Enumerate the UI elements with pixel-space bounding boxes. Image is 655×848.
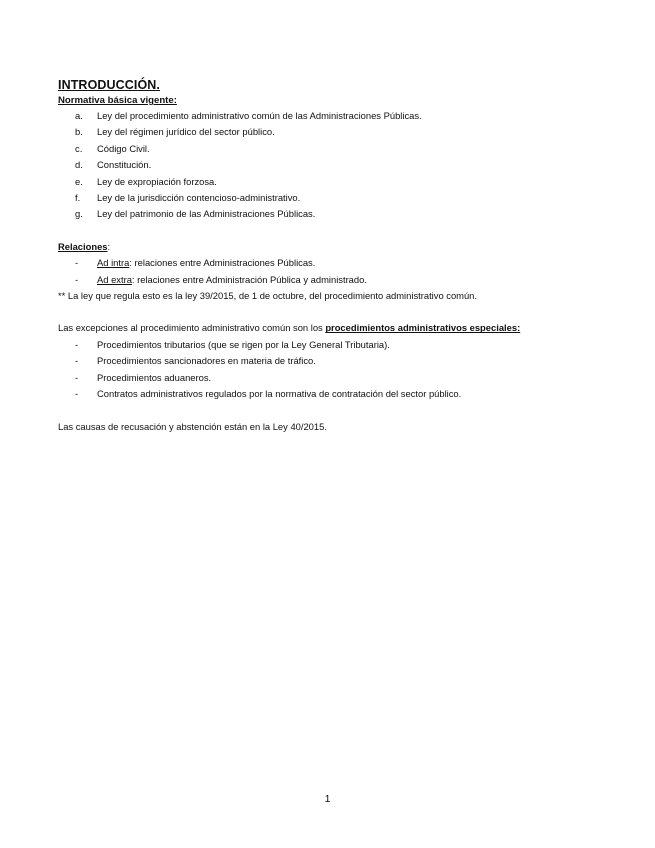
list-marker: e. xyxy=(75,175,83,187)
list-item xyxy=(58,108,618,124)
list-item-text: Ley de la jurisdicción contencioso-administrativo. xyxy=(97,192,301,204)
list-item-text: Contratos administrativos regulados por la normativa de contratación del sector público. xyxy=(97,388,462,400)
list-item-description: : relaciones entre Administración Pública y administrado. xyxy=(131,273,367,285)
list-marker: f. xyxy=(75,192,81,204)
excepciones-paragraph xyxy=(58,320,618,336)
excepciones-emphasis: procedimientos administrativos especiales: xyxy=(325,322,521,334)
list-item xyxy=(58,174,618,190)
page-number: 1 xyxy=(324,793,331,805)
list-marker: d. xyxy=(75,159,83,171)
list-item-text: Constitución. xyxy=(97,159,152,171)
list-item-text: Procedimientos tributarios (que se rigen por la Ley General Tributaria). xyxy=(97,338,390,350)
relaciones-title-suffix: : xyxy=(107,240,111,252)
list-item xyxy=(58,353,618,369)
list-marker: - xyxy=(75,371,79,383)
list-item xyxy=(58,157,618,173)
list-item xyxy=(58,124,618,140)
relaciones-list xyxy=(58,255,618,288)
relaciones-heading xyxy=(58,239,618,255)
list-item-text: Ley del procedimiento administrativo común de las Administraciones Públicas. xyxy=(97,110,422,121)
list-item xyxy=(58,206,618,222)
list-item-term: Ad intra xyxy=(97,257,130,269)
list-item-description: : relaciones entre Administraciones Públicas. xyxy=(129,257,316,269)
list-marker: - xyxy=(75,355,79,367)
causas-paragraph: Las causas de recusación y abstención están en la Ley 40/2015. xyxy=(58,420,327,432)
list-marker: a. xyxy=(75,110,83,121)
list-item-text: Código Civil. xyxy=(97,142,150,154)
spacer xyxy=(58,223,618,239)
excepciones-list xyxy=(58,337,618,403)
page-title: INTRODUCCIÓN. xyxy=(58,78,160,92)
list-item-text xyxy=(97,255,315,271)
list-item-text: Procedimientos sancionadores en materia de tráfico. xyxy=(97,355,316,367)
list-item xyxy=(58,337,618,353)
relaciones-note: ** La ley que regula esto es la ley 39/2015, de 1 de octubre, del procedimiento administrativo común. xyxy=(58,290,478,302)
list-item-text: Ley de expropiación forzosa. xyxy=(97,175,217,187)
list-item-text: Procedimientos aduaneros. xyxy=(97,371,212,383)
list-item xyxy=(58,255,618,271)
list-item xyxy=(58,190,618,206)
list-marker: - xyxy=(75,257,79,269)
list-marker: - xyxy=(75,273,79,285)
list-marker: - xyxy=(75,338,79,350)
list-marker: - xyxy=(75,388,79,400)
spacer xyxy=(58,403,618,419)
list-item-term: Ad extra xyxy=(97,273,132,285)
list-item-text xyxy=(97,272,367,288)
list-item-text: Ley del patrimonio de las Administraciones Públicas. xyxy=(97,208,316,220)
list-marker: b. xyxy=(75,126,83,138)
spacer xyxy=(58,304,618,320)
list-item xyxy=(58,370,618,386)
list-marker: c. xyxy=(75,142,83,154)
list-marker: g. xyxy=(75,208,83,220)
excepciones-intro: Las excepciones al procedimiento administrativo común son los xyxy=(58,322,326,334)
normativa-heading: Normativa básica vigente: xyxy=(58,95,177,106)
list-item xyxy=(58,141,618,157)
list-item-text: Ley del régimen jurídico del sector público. xyxy=(97,126,275,138)
normativa-list xyxy=(58,108,618,223)
page-content xyxy=(58,77,618,435)
list-item xyxy=(58,386,618,402)
relaciones-title: Relaciones xyxy=(58,240,108,252)
list-item xyxy=(58,272,618,288)
